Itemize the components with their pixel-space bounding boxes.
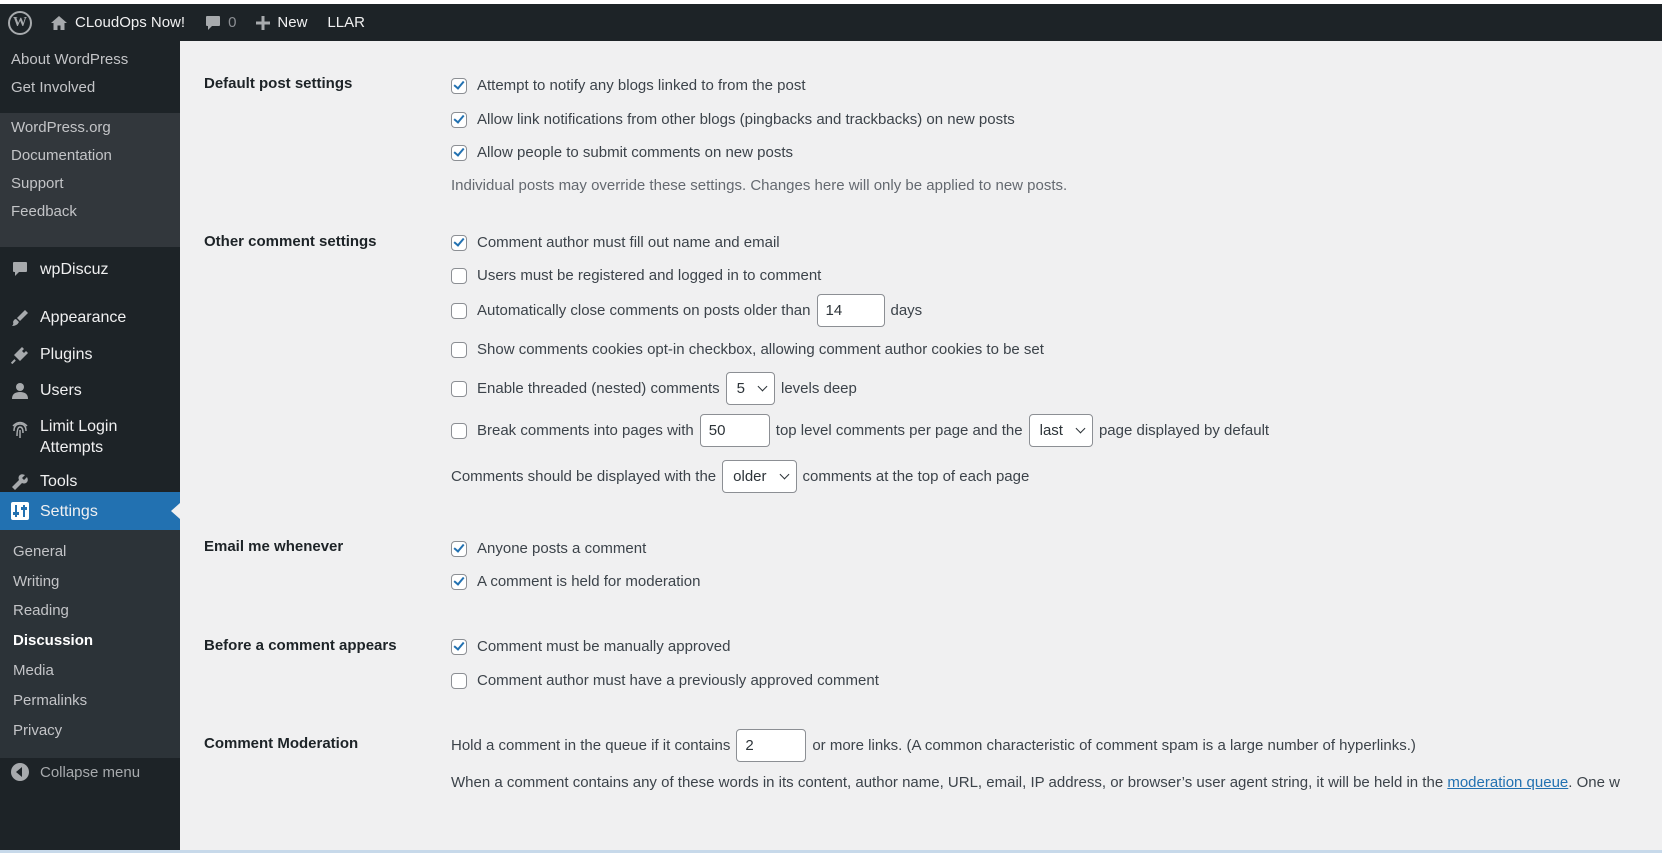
submenu-reading[interactable]: Reading <box>13 602 69 619</box>
checkbox-manual-approval[interactable] <box>451 639 467 655</box>
thread-depth-select[interactable] <box>726 372 775 405</box>
label-threaded-comments: Enable threaded (nested) comments <box>477 380 720 397</box>
new-content-menu[interactable] <box>246 4 317 41</box>
close-comments-days-input[interactable]: 14 <box>817 294 885 327</box>
label-allow-comments: Allow people to submit comments on new posts <box>477 144 793 161</box>
checkbox-allow-comments[interactable] <box>451 145 467 161</box>
option-cookies-opt-in[interactable] <box>451 341 1044 358</box>
option-comment-order <box>451 460 1029 493</box>
label-allow-pingbacks: Allow link notifications from other blogs (pingbacks and trackbacks) on new posts <box>477 111 1015 128</box>
flyout-feedback[interactable]: Feedback <box>11 203 77 220</box>
option-allow-pingbacks[interactable] <box>451 111 1015 128</box>
home-icon <box>50 15 68 31</box>
option-email-anyone-posts[interactable] <box>451 540 646 557</box>
moderation-description <box>451 774 1620 791</box>
new-label: New <box>277 14 308 31</box>
label-previously-approved: Comment author must have a previously approved comment <box>477 672 879 689</box>
checkbox-threaded-comments[interactable] <box>451 381 467 397</box>
checkbox-close-comments[interactable] <box>451 303 467 319</box>
label-email-held-moderation: A comment is held for moderation <box>477 573 701 590</box>
admin-bar <box>0 4 1662 41</box>
plus-icon <box>256 16 270 30</box>
option-require-name-email[interactable] <box>451 234 780 251</box>
label-hold-links-post: or more links. (A common characteristic of comment spam is a large number of hyperlinks.) <box>812 737 1416 754</box>
label-manual-approval: Comment must be manually approved <box>477 638 731 655</box>
submenu-media[interactable]: Media <box>13 662 54 679</box>
checkbox-email-anyone-posts[interactable] <box>451 541 467 557</box>
sidebar-item-limit-login-attempts[interactable] <box>0 416 180 458</box>
moderation-queue-link[interactable]: moderation queue <box>1447 774 1569 791</box>
moderation-links-input[interactable]: 2 <box>736 729 806 762</box>
sidebar-label-settings: Settings <box>40 502 98 520</box>
user-icon <box>0 380 40 400</box>
wp-links-flyout <box>0 113 180 247</box>
sidebar-item-appearance[interactable] <box>0 307 180 328</box>
heading-before-comment-appears: Before a comment appears <box>204 637 397 654</box>
checkbox-cookies-opt-in[interactable] <box>451 342 467 358</box>
checkbox-paginate-comments[interactable] <box>451 423 467 439</box>
option-require-registration[interactable] <box>451 267 821 284</box>
comment-icon <box>0 259 40 277</box>
checkbox-require-name-email[interactable] <box>451 235 467 251</box>
heading-other-comment-settings: Other comment settings <box>204 233 377 250</box>
label-close-comments: Automatically close comments on posts older than <box>477 302 811 319</box>
checkbox-previously-approved[interactable] <box>451 673 467 689</box>
thread-depth-value: 5 <box>736 380 745 397</box>
heading-default-post-settings: Default post settings <box>204 75 353 92</box>
flyout-support[interactable]: Support <box>11 175 64 192</box>
submenu-discussion[interactable]: Discussion <box>13 632 94 649</box>
label-paginate-comments: Break comments into pages with <box>477 422 694 439</box>
label-notify-linked-blogs: Attempt to notify any blogs linked to from the post <box>477 77 806 94</box>
sidebar-label-tools: Tools <box>40 473 78 490</box>
plug-icon <box>0 344 40 364</box>
option-hold-links <box>451 729 1416 762</box>
option-notify-linked-blogs[interactable] <box>451 77 806 94</box>
sidebar-item-plugins[interactable] <box>0 344 180 365</box>
comment-order-value: older <box>733 468 767 485</box>
comments-link[interactable] <box>195 4 246 41</box>
comments-count: 0 <box>228 14 237 31</box>
label-days: days <box>890 302 923 319</box>
comment-order-select[interactable] <box>722 460 796 493</box>
option-email-held-moderation[interactable] <box>451 573 700 590</box>
flyout-documentation[interactable]: Documentation <box>11 147 112 164</box>
label-email-anyone-posts: Anyone posts a comment <box>477 540 647 557</box>
flyout-wordpress-org[interactable]: WordPress.org <box>11 119 111 136</box>
sidebar-label-wpdiscuz: wpDiscuz <box>40 261 109 278</box>
sidebar-label-plugins: Plugins <box>40 346 93 363</box>
sidebar-item-wpdiscuz[interactable] <box>0 259 180 280</box>
fingerprint-icon <box>0 416 40 440</box>
collapse-arrow-icon <box>0 763 40 781</box>
chevron-down-icon <box>758 382 768 392</box>
submenu-general[interactable]: General <box>13 543 67 560</box>
option-close-comments <box>451 294 922 327</box>
sidebar-label-limit-login: Limit Login Attempts <box>40 418 118 456</box>
checkbox-require-registration[interactable] <box>451 268 467 284</box>
submenu-writing[interactable]: Writing <box>13 573 60 590</box>
flyout-get-involved[interactable]: Get Involved <box>11 79 96 96</box>
collapse-menu-label: Collapse menu <box>40 763 141 781</box>
option-previously-approved[interactable] <box>451 672 879 689</box>
moderation-desc-post: . One w <box>1568 774 1620 791</box>
llar-menu[interactable] <box>317 4 375 41</box>
heading-email-me-whenever: Email me whenever <box>204 538 344 555</box>
submenu-permalinks[interactable]: Permalinks <box>13 692 88 709</box>
discussion-settings-form <box>180 41 1662 853</box>
sidebar-item-settings[interactable] <box>0 492 180 530</box>
sidebar-label-users: Users <box>40 382 82 399</box>
option-threaded-comments <box>451 372 857 405</box>
option-allow-comments[interactable] <box>451 144 793 161</box>
paintbrush-icon <box>0 307 40 327</box>
checkbox-email-held-moderation[interactable] <box>451 574 467 590</box>
label-page-displayed: page displayed by default <box>1098 422 1270 439</box>
label-top-level-comments: top level comments per page and the <box>775 422 1023 439</box>
label-comments-top: comments at the top of each page <box>802 468 1030 485</box>
wordpress-logo-menu[interactable] <box>0 4 40 41</box>
option-manual-approval[interactable] <box>451 638 730 655</box>
label-hold-links: Hold a comment in the queue if it contains <box>451 737 731 754</box>
sidebar-item-tools[interactable] <box>0 471 180 492</box>
label-require-name-email: Comment author must fill out name and email <box>477 234 780 251</box>
wrench-icon <box>0 471 40 491</box>
chevron-down-icon <box>1076 424 1086 434</box>
flyout-about-wordpress[interactable]: About WordPress <box>11 51 129 68</box>
checkbox-allow-pingbacks[interactable] <box>451 112 467 128</box>
comments-per-page-input[interactable]: 50 <box>700 414 770 447</box>
label-comment-order: Comments should be displayed with the <box>451 468 717 485</box>
heading-comment-moderation: Comment Moderation <box>204 735 359 752</box>
sidebar-item-users[interactable] <box>0 380 180 401</box>
option-paginate-comments <box>451 414 1269 447</box>
submenu-privacy[interactable]: Privacy <box>13 722 63 739</box>
admin-sidebar <box>0 41 180 853</box>
default-page-select[interactable] <box>1029 414 1093 447</box>
llar-label: LLAR <box>327 14 365 31</box>
label-require-registration: Users must be registered and logged in to comment <box>477 267 822 284</box>
checkbox-notify-linked-blogs[interactable] <box>451 78 467 94</box>
sidebar-label-appearance: Appearance <box>40 309 127 326</box>
default-post-note: Individual posts may override these settings. Changes here will only be applied to new posts. <box>451 177 1068 194</box>
wp-about-flyout <box>0 41 180 113</box>
default-page-value: last <box>1039 422 1063 439</box>
label-levels-deep: levels deep <box>780 380 857 397</box>
settings-sliders-icon <box>0 502 40 520</box>
chevron-down-icon <box>779 470 789 480</box>
site-name: CLoudOps Now! <box>75 14 186 31</box>
label-cookies-opt-in: Show comments cookies opt-in checkbox, allowing comment author cookies to be set <box>477 341 1044 358</box>
settings-submenu <box>0 530 180 758</box>
collapse-menu-button[interactable] <box>0 763 180 781</box>
moderation-desc-text: When a comment contains any of these words in its content, author name, URL, email, IP address, or browser’s user agent string, it will be held in the <box>451 774 1444 791</box>
wordpress-logo-icon: W <box>8 11 32 35</box>
site-name-link[interactable] <box>40 4 195 41</box>
comment-bubble-icon <box>205 15 221 31</box>
